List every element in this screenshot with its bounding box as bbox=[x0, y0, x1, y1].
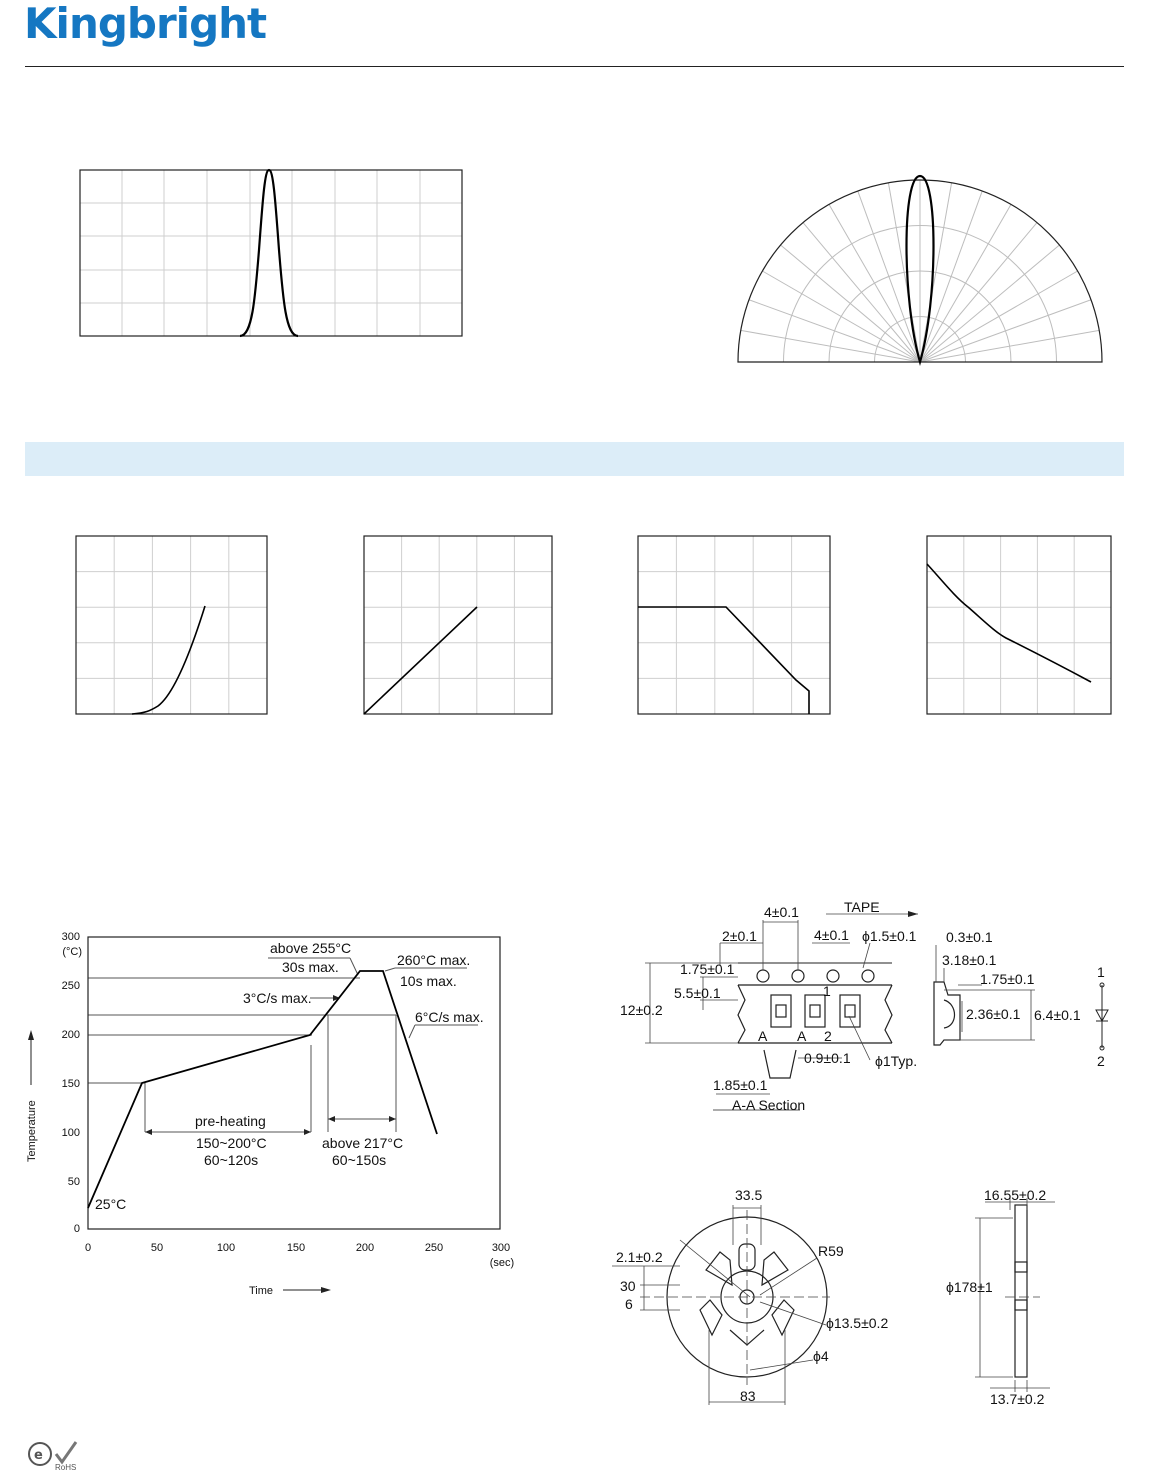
dim-phi15: ϕ1.5±0.1 bbox=[862, 928, 917, 944]
ann-above255: above 255°C bbox=[270, 940, 352, 956]
svg-text:e: e bbox=[34, 1448, 43, 1463]
x-unit: (sec) bbox=[489, 1257, 515, 1269]
x-tick-0: 0 bbox=[84, 1242, 92, 1254]
dim-175a: 1.75±0.1 bbox=[680, 961, 735, 977]
y-tick-50: 50 bbox=[67, 1176, 80, 1188]
y-tick-250: 250 bbox=[61, 980, 80, 992]
dim-reel-83: 83 bbox=[740, 1388, 756, 1404]
dim-reel-phi4: ϕ4 bbox=[813, 1348, 829, 1364]
rohs-logo bbox=[28, 1440, 88, 1477]
mark-pin-2: 2 bbox=[824, 1028, 832, 1044]
y-tick-300: 300 bbox=[61, 931, 80, 943]
dim-reel-335: 33.5 bbox=[735, 1187, 763, 1203]
dim-4a: 4±0.1 bbox=[764, 904, 799, 920]
x-tick-50: 50 bbox=[150, 1242, 164, 1254]
dim-reel-1655: 16.55±0.2 bbox=[984, 1187, 1047, 1203]
mark-a2: A bbox=[797, 1028, 807, 1044]
ann-above217-time: 60~150s bbox=[332, 1152, 387, 1168]
y-tick-150: 150 bbox=[61, 1078, 80, 1090]
section-label: A-A Section bbox=[732, 1097, 806, 1113]
y-tick-0: 0 bbox=[73, 1223, 80, 1235]
brand-logo: Kingbright bbox=[24, 0, 267, 48]
mark-pin-1: 1 bbox=[823, 983, 831, 999]
mark-a1: A bbox=[758, 1028, 768, 1044]
dim-03: 0.3±0.1 bbox=[946, 929, 993, 945]
dim-318: 3.18±0.1 bbox=[942, 952, 997, 968]
ann-peak: 260°C max. bbox=[397, 952, 471, 968]
dim-reel-6: 6 bbox=[625, 1296, 633, 1312]
x-axis-label: Time bbox=[249, 1285, 274, 1297]
x-tick-250: 250 bbox=[424, 1242, 444, 1254]
x-tick-300: 300 bbox=[491, 1242, 511, 1254]
dim-185: 1.85±0.1 bbox=[713, 1077, 768, 1093]
dim-reel-r59: R59 bbox=[818, 1243, 844, 1259]
dim-236: 2.36±0.1 bbox=[966, 1006, 1021, 1022]
x-tick-100: 100 bbox=[216, 1242, 236, 1254]
dim-reel-178: ϕ178±1 bbox=[946, 1279, 993, 1295]
rohs-text: RoHS bbox=[55, 1463, 77, 1472]
dim-64: 6.4±0.1 bbox=[1034, 1007, 1081, 1023]
y-unit: (°C) bbox=[62, 946, 82, 958]
dim-12: 12±0.2 bbox=[620, 1002, 663, 1018]
ann-preheat-time: 60~120s bbox=[204, 1152, 259, 1168]
ann-above217: above 217°C bbox=[322, 1135, 404, 1151]
x-tick-200: 200 bbox=[355, 1242, 375, 1254]
dim-reel-30: 30 bbox=[620, 1278, 636, 1294]
ann-start: 25°C bbox=[95, 1196, 127, 1212]
tape-label: TAPE bbox=[844, 899, 880, 915]
ann-10s: 10s max. bbox=[400, 973, 457, 989]
dim-175b: 1.75±0.1 bbox=[980, 971, 1035, 987]
ann-preheat-temp: 150~200°C bbox=[196, 1135, 267, 1151]
dim-4b: 4±0.1 bbox=[814, 927, 849, 943]
ann-30s: 30s max. bbox=[282, 959, 339, 975]
symbol-pin1: 1 bbox=[1097, 964, 1105, 980]
dim-55: 5.5±0.1 bbox=[674, 985, 721, 1001]
dim-2: 2±0.1 bbox=[722, 928, 757, 944]
dim-phi1: ϕ1Typ. bbox=[875, 1053, 918, 1069]
y-tick-100: 100 bbox=[61, 1127, 80, 1139]
ann-rampup: 3°C/s max. bbox=[243, 990, 312, 1006]
y-tick-200: 200 bbox=[61, 1029, 80, 1041]
dim-reel-21: 2.1±0.2 bbox=[616, 1249, 663, 1265]
dim-reel-135: ϕ13.5±0.2 bbox=[826, 1315, 889, 1331]
dim-09: 0.9±0.1 bbox=[804, 1050, 851, 1066]
dim-reel-137: 13.7±0.2 bbox=[990, 1391, 1045, 1407]
x-tick-150: 150 bbox=[286, 1242, 306, 1254]
ann-preheat: pre-heating bbox=[195, 1113, 266, 1129]
symbol-pin2: 2 bbox=[1097, 1053, 1105, 1069]
y-axis-label: Temperature bbox=[26, 1100, 38, 1162]
ann-rampdown: 6°C/s max. bbox=[415, 1009, 484, 1025]
